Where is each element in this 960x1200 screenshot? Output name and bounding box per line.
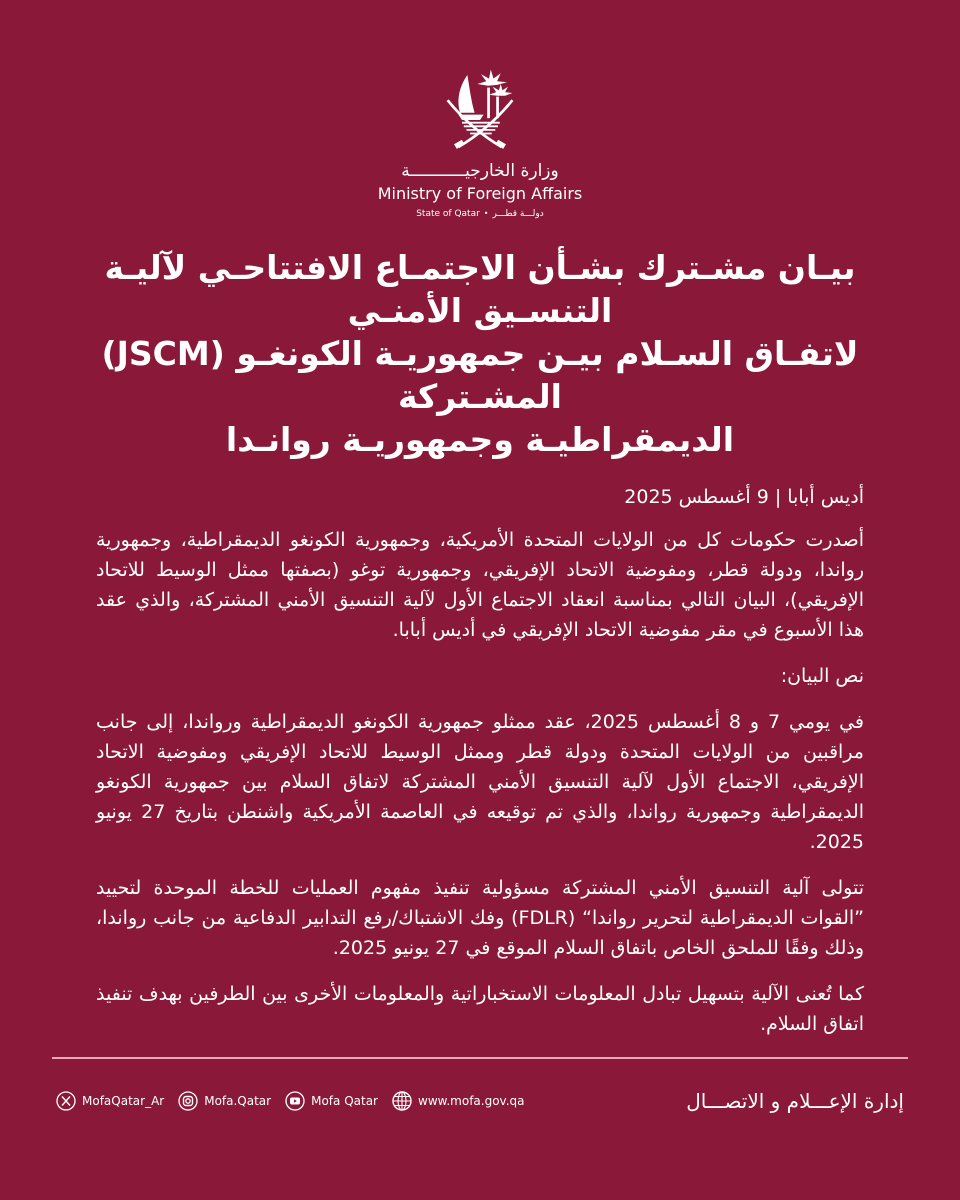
ministry-name-en: Ministry of Foreign Affairs	[377, 184, 583, 203]
footer	[56, 1083, 904, 1119]
social-label: www.mofa.gov.qa	[418, 1094, 525, 1108]
social-website[interactable]	[392, 1091, 525, 1111]
statement-body	[96, 525, 864, 1039]
statement-text-heading: نص البيان:	[780, 665, 864, 687]
qatar-emblem-icon	[435, 66, 525, 156]
statement-title	[80, 246, 880, 461]
social-label: Mofa.Qatar	[204, 1094, 272, 1108]
globe-icon	[392, 1091, 412, 1111]
dot-separator: •	[483, 209, 489, 218]
paragraph: كما تُعنى الآلية بتسهيل تبادل المعلومات الاستخباراتية والمعلومات الأخرى بين الطرفين بهدف تنفيذ اتفاق السلام.	[96, 983, 864, 1035]
ministry-logo	[378, 66, 583, 220]
social-instagram[interactable]	[178, 1091, 271, 1111]
title-line: الديمقراطيـة وجمهوريـة روانـدا	[225, 420, 735, 459]
state-label	[416, 208, 544, 220]
x-icon	[56, 1091, 76, 1111]
title-line: بيـان مشـترك بشـأن الاجتمـاع الافتتاحـي لآليـة التنسـيق الأمنـي	[104, 248, 856, 330]
ministry-name-ar: وزارة الخارجيـــــــــــة	[401, 161, 559, 181]
state-en: State of Qatar	[416, 209, 480, 219]
social-youtube[interactable]	[285, 1091, 378, 1111]
paragraph: تتولى آلية التنسيق الأمني المشتركة مسؤولية تنفيذ مفهوم العمليات للخطة الموحدة لتحييد ”القوات الديمقراطية لتحرير رواندا“ (FDLR) وفك الاشتباك/رفع التدابير الدفاعية من جانب رواندا، وذلك وفقًا للملحق الخاص باتفاق السلام الموقع في 27 يونيو 2025.	[96, 877, 864, 959]
social-label: MofaQatar_Ar	[82, 1094, 165, 1108]
social-links	[56, 1091, 525, 1111]
dateline: أديس أبابا | 9 أغسطس 2025	[624, 486, 864, 508]
paragraph: أصدرت حكومات كل من الولايات المتحدة الأمريكية، وجمهورية الكونغو الديمقراطية، وجمهورية رواندا، ودولة قطر، ومفوضية الاتحاد الإفريقي، وجمهورية توغو (بصفتها ممثل الوسيط للاتحاد الإفريقي)، البيان التالي بمناسبة انعقاد الاجتماع الأول لآلية التنسيق الأمني المشتركة، والذي عقد هذا الأسبوع في مقر مفوضية الاتحاد الإفريقي في أديس أبابا.	[96, 529, 864, 641]
social-label: Mofa Qatar	[311, 1094, 378, 1108]
instagram-icon	[178, 1091, 198, 1111]
social-x[interactable]	[56, 1091, 164, 1111]
youtube-icon	[285, 1091, 305, 1111]
footer-divider	[52, 1057, 908, 1059]
paragraph: في يومي 7 و 8 أغسطس 2025، عقد ممثلو جمهورية الكونغو الديمقراطية ورواندا، إلى جانب مراقبين من الولايات المتحدة ودولة قطر وممثل الوسيط للاتحاد الإفريقي ومفوضية الاتحاد الإفريقي، الاجتماع الأول لآلية التنسيق الأمني المشتركة لاتفاق السلام بين جمهورية الكونغو الديمقراطية وجمهورية رواندا، والذي تم توقيعه في العاصمة الأمريكية واشنطن بتاريخ 27 يونيو 2025.	[96, 711, 864, 853]
state-ar: دولـــة قطـــر	[492, 209, 544, 219]
department-name: إدارة الإعـــلام و الاتصـــال	[686, 1089, 904, 1113]
title-line: لاتفـاق السـلام بيـن جمهوريـة الكونغـو (JSCM) المشـتركة	[101, 334, 859, 416]
